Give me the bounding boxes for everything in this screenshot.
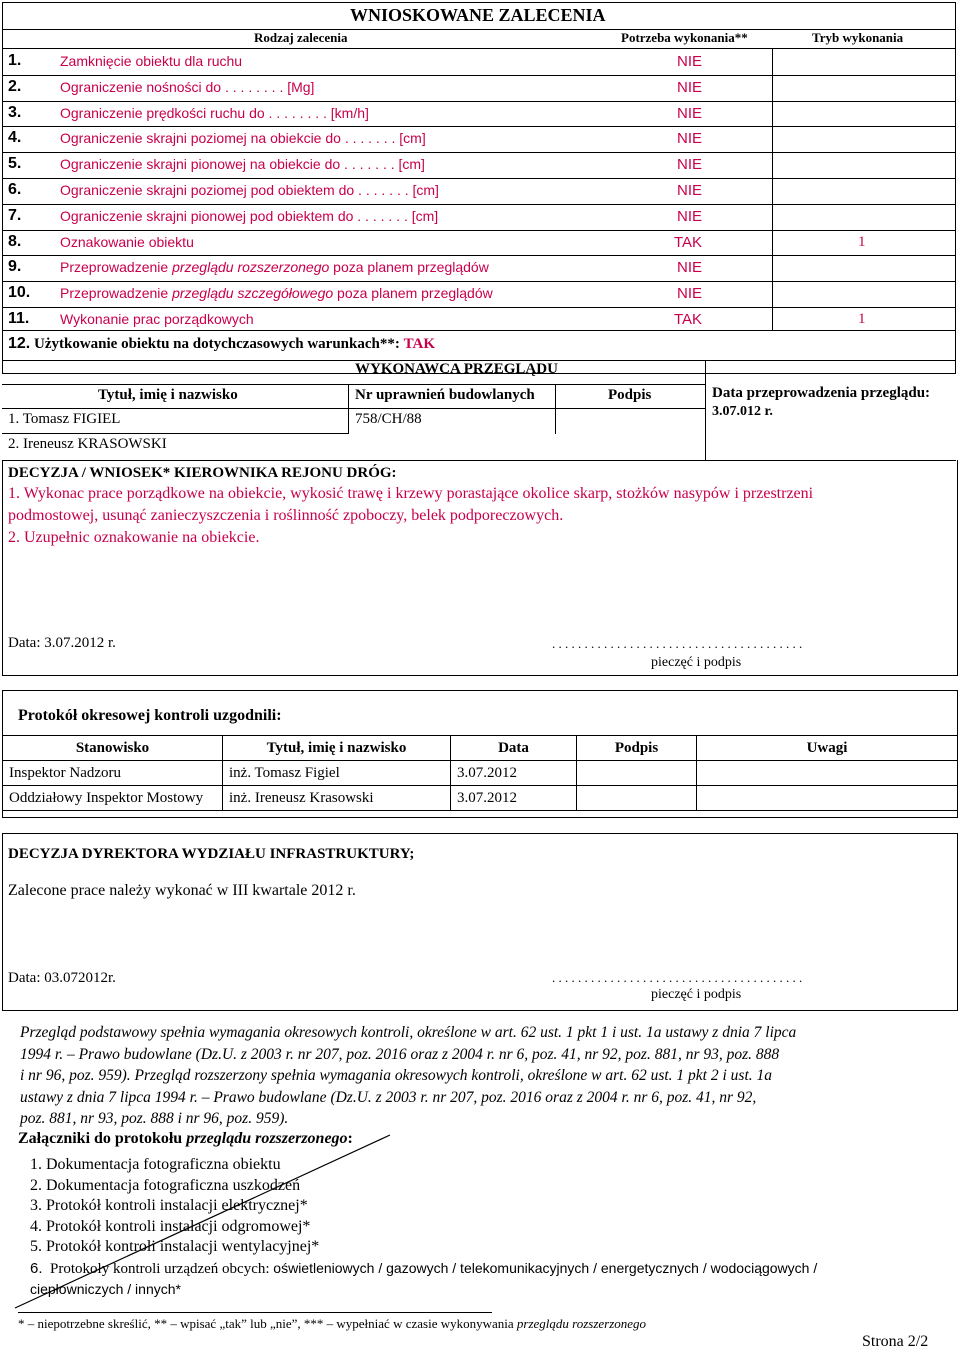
row-text: Ograniczenie skrajni poziomej pod obiektem do . . . . . . . [cm] (60, 182, 439, 198)
person-1-name: 1. Tomasz FIGIEL (8, 411, 121, 427)
row-number: 5. (8, 155, 22, 173)
row-mode-value: 1 (858, 311, 866, 327)
row-number: 6. (8, 181, 22, 198)
footnote-divider (18, 1312, 492, 1313)
table-cell: inż. Tomasz Figiel (223, 761, 451, 786)
decision-line-2: podmostowej, usunąć zanieczyszczenia i roślinność zpoboczy, belek podporeczowych. (8, 507, 564, 524)
item-text: Protokoły kontroli urządzeń obcych: (50, 1261, 274, 1277)
row-need-value: NIE (677, 285, 703, 303)
row-text: Zamknięcie obiektu dla ruchu (60, 53, 243, 69)
column-header: Tytuł, imię i nazwisko (223, 736, 451, 761)
attachment-item: 5. Protokół kontroli instalacji wentylacyjnej* (30, 1238, 320, 1255)
row-text: Ograniczenie skrajni pionowej na obiekcie do . . . . . . . [cm] (60, 156, 425, 173)
col-sign-header: Podpis (608, 387, 652, 403)
attachment-item: 2. Dokumentacja fotograficzna uszkodzeń (30, 1176, 301, 1194)
director-text: Zalecone prace należy wykonać w III kwartale 2012 r. (8, 882, 356, 899)
row-text: Wykonanie prac porządkowych (60, 311, 254, 327)
row-number: 10. (8, 284, 31, 302)
row-text-italic: przeglądu rozszerzonego (172, 259, 330, 276)
table-cell: 3.07.2012 (451, 761, 577, 786)
footnote-italic: przeglądu rozszerzonego (516, 1316, 647, 1331)
legal-line: ustawy z dnia 7 lipca 1994 r. – Prawo budowlane (Dz.U. z 2003 r. nr 207, poz. 2016 oraz z 2004 r. nr 6, poz. 41, nr 92, (20, 1088, 757, 1106)
attachment-item: 3. Protokół kontroli instalacji elektrycznej* (30, 1197, 308, 1214)
row-need-value: TAK (674, 233, 703, 251)
footnote (18, 1316, 646, 1332)
row-need-value: NIE (677, 78, 703, 96)
row-text-part: Przeprowadzenie (60, 285, 173, 302)
contractor-title: WYKONAWCA PRZEGLĄDU (355, 361, 558, 377)
row-text: Oznakowanie obiektu (60, 233, 194, 250)
column-header: Uwagi (697, 736, 958, 761)
page-number: Strona 2/2 (862, 1333, 929, 1350)
column-header: Data (451, 736, 577, 761)
row-12-value: TAK (403, 336, 436, 352)
decision-line-1: 1. Wykonac prace porządkowe na obiekcie, wykosić trawę i krzewy porastające okolice skarp, stożków nasypów i przestrzeni (8, 485, 814, 502)
attachment-item: 1. Dokumentacja fotograficzna obiektu (30, 1156, 281, 1173)
table-cell: 3.07.2012 (451, 786, 577, 811)
decision-line-3: 2. Uzupełnic oznakowanie na obiekcie. (8, 529, 260, 546)
column-header: Podpis (577, 736, 697, 761)
row-need-value: NIE (677, 182, 703, 199)
row-text: Ograniczenie nośności do . . . . . . . . [Mg] (60, 78, 315, 95)
col-name-header: Tytuł, imię i nazwisko (98, 387, 238, 403)
legal-line: poz. 881, nr 93, poz. 888 i nr 96, poz. 959). (20, 1110, 289, 1127)
col-need-header: Potrzeba wykonania** (621, 30, 748, 45)
row-text-part: poza planem przeglądów (329, 259, 489, 276)
row-need-value: NIE (677, 259, 703, 277)
stamp-label: pieczęć i podpis (651, 655, 742, 670)
row-need-value: NIE (677, 207, 703, 225)
row-number: 12. (8, 335, 31, 352)
table-cell: Inspektor Nadzoru (3, 761, 223, 786)
attachments-title-colon: : (347, 1130, 353, 1147)
signature-dots: . . . . . . . . . . . . . . . . . . . . . . . . . . . . . . . . . . . . . . . (552, 970, 803, 985)
row-12-label: Użytkowanie obiektu na dotychczasowych warunkach**: (34, 336, 400, 352)
legal-line: i nr 96, poz. 959). Przegląd rozszerzony spełnia wymagania okresowych kontroli, określone w art. 62 ust. 1 pkt 2 i ust. 1a (20, 1067, 772, 1084)
row-number: 8. (8, 232, 22, 250)
person-1-license: 758/CH/88 (355, 411, 422, 427)
attachment-item: 4. Protokół kontroli instalacji odgromowej* (30, 1217, 311, 1235)
row-text-part: poza planem przeglądów (333, 285, 493, 302)
row-need-value: TAK (674, 311, 703, 328)
row-need-value: NIE (677, 104, 703, 122)
inspection-date-value: 3.07.012 r. (712, 404, 773, 419)
item-text-options: oświetleniowych / gazowych / telekomunikacyjnych / energetycznych / wodociągowych / (273, 1260, 818, 1276)
director-title: DECYZJA DYREKTORA WYDZIAŁU INFRASTRUKTURY; (8, 846, 415, 862)
table-cell: Oddziałowy Inspektor Mostowy (3, 786, 223, 811)
row-text-italic: przeglądu szczegółowego (172, 285, 334, 302)
row-need-value: NIE (677, 130, 703, 148)
row-text: Ograniczenie prędkości ruchu do . . . . . . . . [km/h] (60, 104, 369, 121)
item-number: 6. (30, 1260, 43, 1277)
decision-title: DECYZJA / WNIOSEK* KIEROWNIKA REJONU DRÓG: (8, 465, 397, 481)
date-label: Data: (8, 635, 41, 651)
row-text: Ograniczenie skrajni poziomej na obiekcie do . . . . . . . [cm] (60, 130, 426, 147)
row-need-value: NIE (677, 53, 703, 70)
column-header: Stanowisko (3, 736, 223, 761)
col-type-header: Rodzaj zalecenia (254, 30, 348, 45)
legal-line: Przegląd podstawowy spełnia wymagania okresowych kontroli, określone w art. 62 ust. 1 pkt 1 i ust. 1a ustawy z dnia 7 lipca (20, 1024, 797, 1041)
inspection-date-label: Data przeprowadzenia przeglądu: (712, 385, 931, 401)
attachments-title-text: Załączniki do protokołu (18, 1130, 187, 1147)
row-number: 3. (8, 103, 22, 121)
person-2-name: 2. Ireneusz KRASOWSKI (8, 436, 167, 452)
col-license-header: Nr uprawnień budowlanych (355, 387, 535, 403)
stamp-label: pieczęć i podpis (651, 987, 742, 1002)
section-title: WNIOSKOWANE ZALECENIA (350, 5, 606, 25)
row-text: Ograniczenie skrajni pionowej pod obiektem do . . . . . . . [cm] (60, 207, 439, 224)
footnote-text: * – niepotrzebne skreślić, ** – wpisać „tak” lub „nie”, *** – wypełniać w czasie wykonywania (18, 1316, 517, 1331)
date-label: Data: (8, 970, 41, 986)
agreement-title: Protokół okresowej kontroli uzgodnili: (18, 707, 282, 724)
row-number: 11. (8, 310, 30, 327)
attachments-title-italic: przeglądu rozszerzonego (186, 1130, 348, 1147)
legal-line: 1994 r. – Prawo budowlane (Dz.U. z 2003 r. nr 207, poz. 2016 oraz z 2004 r. nr 6, poz. 41, nr 92, poz. 881, nr 93, poz. 888 (20, 1045, 780, 1063)
row-number: 4. (8, 129, 22, 147)
signature-dots: . . . . . . . . . . . . . . . . . . . . . . . . . . . . . . . . . . . . . . . (552, 636, 803, 651)
row-number: 9. (8, 258, 22, 276)
row-text-part: Przeprowadzenie (60, 259, 173, 276)
row-mode-value: 1 (858, 233, 866, 250)
row-number: 7. (8, 206, 22, 224)
col-mode-header: Tryb wykonania (812, 30, 904, 45)
row-number: 1. (8, 52, 22, 69)
date-value: 3.07.2012 r. (44, 635, 116, 651)
table-cell: inż. Ireneusz Krasowski (223, 786, 451, 811)
date-value: 03.072012r. (44, 970, 116, 986)
row-number: 2. (8, 77, 22, 95)
row-need-value: NIE (677, 156, 703, 174)
item-text-options: ciepłowniczych / innych* (30, 1281, 181, 1297)
